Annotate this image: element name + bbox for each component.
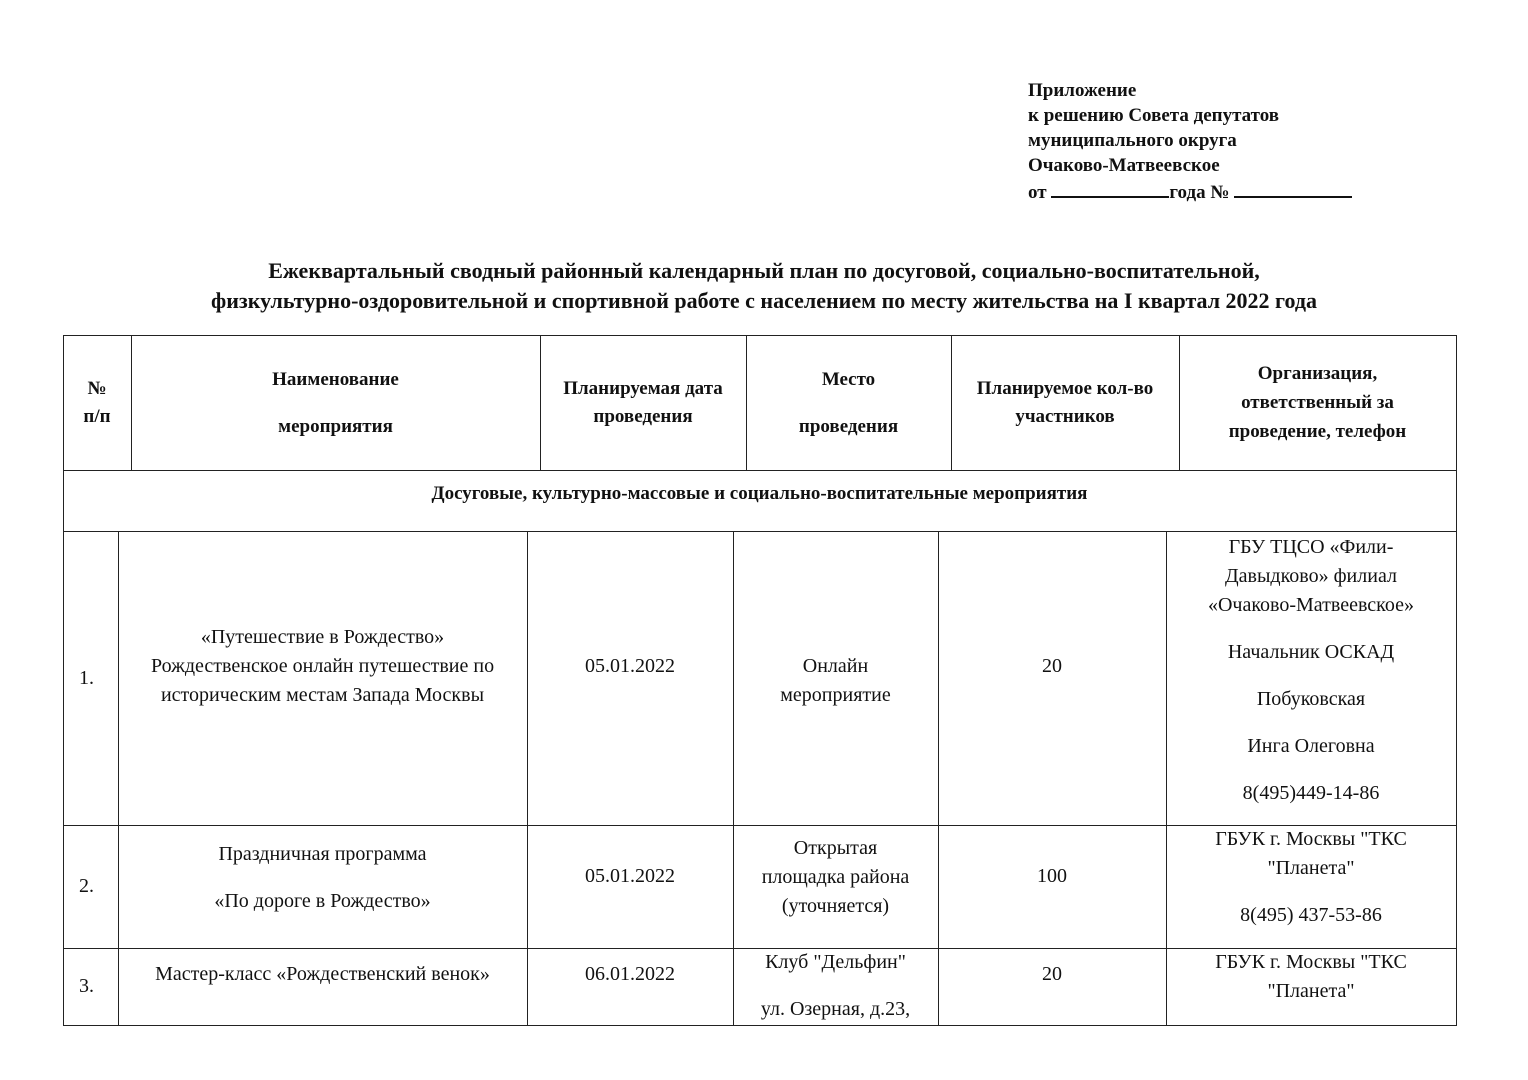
header-text: проведение, телефон bbox=[1228, 421, 1407, 442]
cell-text: Побуковская bbox=[1256, 688, 1366, 710]
cell-text: ул. Озерная, д.23, bbox=[760, 998, 911, 1020]
cell-text: Давыдково» филиал bbox=[1225, 565, 1397, 587]
header-place bbox=[746, 335, 951, 470]
cell-text: «Путешествие в Рождество» bbox=[200, 625, 445, 648]
cell-text: 20 bbox=[1042, 963, 1062, 985]
row-number bbox=[63, 948, 118, 1025]
organizer bbox=[1166, 531, 1456, 825]
event-date bbox=[527, 531, 733, 801]
number-blank bbox=[1234, 178, 1352, 198]
cell-text: 1. bbox=[79, 666, 94, 689]
title-line: физкультурно-оздоровительной и спортивной работе с населением по месту жительства на I квартал 2022 года bbox=[210, 288, 1317, 313]
cell-text: Онлайн bbox=[802, 655, 869, 677]
cell-text: 05.01.2022 bbox=[585, 864, 675, 887]
cell-text: Открытая bbox=[793, 836, 878, 859]
event-date bbox=[527, 948, 733, 1025]
header-text: проведения bbox=[798, 415, 899, 437]
header-num bbox=[63, 335, 131, 470]
appendix-date-line bbox=[1028, 178, 1352, 205]
header-count bbox=[951, 335, 1179, 470]
date-blank bbox=[1051, 178, 1169, 198]
title-line: Ежеквартальный сводный районный календарный план по досуговой, социально-воспитательной, bbox=[268, 258, 1260, 283]
cell-text: ГБУК г. Москвы "ТКС bbox=[1215, 828, 1407, 850]
row-number bbox=[63, 531, 118, 825]
organizer bbox=[1166, 948, 1456, 1025]
event-place bbox=[733, 948, 938, 1025]
cell-text: «Очаково-Матвеевское» bbox=[1207, 594, 1415, 616]
appendix-line: Очаково-Матвеевское bbox=[1028, 155, 1220, 176]
event-date bbox=[527, 825, 733, 927]
cell-text: Мастер-класс «Рождественский венок» bbox=[155, 963, 490, 985]
cell-text: Инга Олеговна bbox=[1247, 735, 1375, 757]
cell-text: мероприятие bbox=[780, 684, 891, 706]
cell-text: "Планета" bbox=[1267, 980, 1355, 1002]
cell-text: Клуб "Дельфин" bbox=[765, 951, 906, 973]
cell-text: ГБУ ТЦСО «Фили- bbox=[1228, 536, 1394, 558]
table-border bbox=[63, 1025, 1457, 1026]
cell-text: 3. bbox=[79, 975, 94, 997]
participants-count bbox=[938, 948, 1166, 1025]
cell-text: ГБУК г. Москвы "ТКС bbox=[1215, 951, 1407, 973]
header-text: № bbox=[87, 377, 107, 399]
cell-text: 8(495) 437-53-86 bbox=[1240, 904, 1382, 926]
event-name bbox=[118, 825, 527, 930]
year-label: года № bbox=[1169, 182, 1230, 203]
appendix-line: муниципального округа bbox=[1028, 130, 1237, 151]
event-place bbox=[733, 825, 938, 929]
event-name bbox=[118, 948, 527, 1025]
cell-text: 2. bbox=[79, 875, 94, 897]
row-number bbox=[63, 825, 118, 948]
cell-text: "Планета" bbox=[1267, 857, 1355, 879]
participants-count bbox=[938, 531, 1166, 801]
header-name bbox=[131, 335, 540, 470]
cell-text: Рождественское онлайн путешествие по bbox=[150, 654, 495, 677]
cell-text: Праздничная программа bbox=[218, 842, 427, 865]
header-text: п/п bbox=[83, 405, 111, 427]
organizer bbox=[1166, 825, 1456, 948]
header-text: Планируемое кол-во bbox=[976, 377, 1154, 399]
header-text: Планируемая дата bbox=[563, 377, 723, 399]
from-label: от bbox=[1028, 182, 1047, 203]
section-text: Досуговые, культурно-массовые и социально-воспитательные мероприятия bbox=[431, 483, 1088, 504]
header-text: проведения bbox=[593, 405, 693, 427]
cell-text: 100 bbox=[1037, 864, 1067, 887]
appendix-line: к решению Совета депутатов bbox=[1028, 105, 1280, 126]
appendix-line: Приложение bbox=[1028, 80, 1137, 101]
cell-text: Начальник ОСКАД bbox=[1227, 641, 1395, 663]
cell-text: 05.01.2022 bbox=[585, 654, 675, 677]
event-place bbox=[733, 531, 938, 831]
cell-text: 8(495)449-14-86 bbox=[1242, 782, 1380, 804]
header-text: ответственный за bbox=[1241, 392, 1394, 413]
document-title bbox=[40, 256, 1488, 316]
table-border bbox=[1456, 335, 1457, 1026]
cell-text: 06.01.2022 bbox=[585, 963, 675, 985]
header-text: участников bbox=[1015, 405, 1115, 427]
header-text: Место bbox=[821, 368, 876, 390]
cell-text: (уточняется) bbox=[781, 894, 890, 917]
cell-text: историческим местам Запада Москвы bbox=[160, 683, 485, 706]
header-text: Наименование bbox=[272, 368, 399, 390]
header-date bbox=[540, 335, 746, 470]
participants-count bbox=[938, 825, 1166, 927]
section-heading bbox=[63, 470, 1456, 531]
cell-text: площадка района bbox=[761, 865, 910, 888]
appendix-block bbox=[1028, 78, 1352, 205]
cell-text: «По дороге в Рождество» bbox=[214, 889, 431, 912]
event-name bbox=[118, 531, 527, 801]
header-text: мероприятия bbox=[278, 415, 393, 437]
cell-text: 20 bbox=[1042, 654, 1062, 677]
header-org bbox=[1179, 335, 1456, 470]
header-text: Организация, bbox=[1257, 363, 1378, 384]
